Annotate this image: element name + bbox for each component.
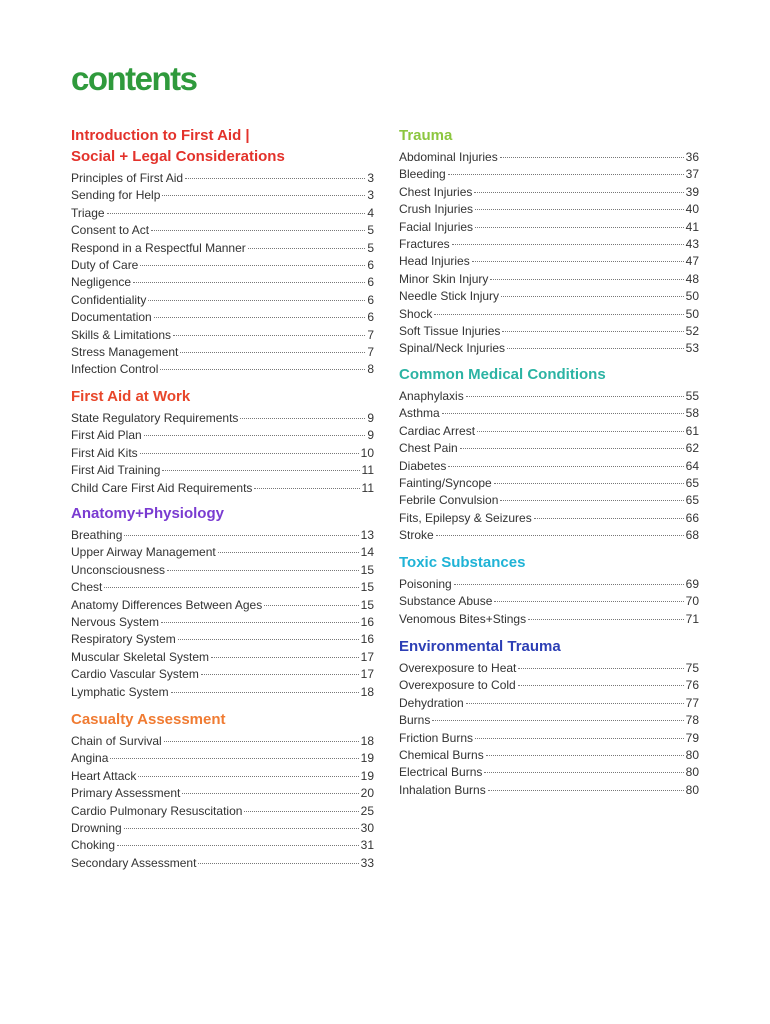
toc-entry bbox=[71, 170, 374, 187]
toc-entry bbox=[71, 480, 374, 497]
toc-entry-title: Poisoning bbox=[399, 577, 452, 591]
toc-entry bbox=[71, 666, 374, 683]
toc-entry bbox=[71, 785, 374, 802]
dot-leader bbox=[507, 348, 684, 349]
toc-entry-page: 75 bbox=[685, 661, 699, 675]
toc-section-first-aid-at-work bbox=[71, 386, 374, 497]
toc-entry-page: 39 bbox=[685, 184, 699, 199]
toc-entry-page: 19 bbox=[360, 751, 374, 766]
toc-entry bbox=[399, 730, 699, 747]
dot-leader bbox=[448, 174, 684, 175]
dot-leader bbox=[182, 793, 358, 794]
toc-entry-title: Asthma bbox=[399, 406, 440, 421]
toc-entry bbox=[71, 205, 374, 222]
dot-leader bbox=[171, 692, 359, 693]
dot-leader bbox=[104, 587, 358, 588]
toc-entry-page: 16 bbox=[360, 632, 374, 647]
toc-entry-page: 15 bbox=[360, 562, 374, 577]
toc-entry-title: Dehydration bbox=[399, 695, 464, 710]
toc-entry-title: Head Injuries bbox=[399, 254, 470, 269]
toc-entry bbox=[71, 344, 374, 361]
toc-entry-page: 64 bbox=[685, 458, 699, 473]
toc-entry bbox=[71, 631, 374, 648]
toc-entry bbox=[399, 677, 699, 694]
toc-entry-page: 19 bbox=[360, 768, 374, 783]
dot-leader bbox=[475, 227, 684, 228]
toc-entry-page: 3 bbox=[367, 171, 374, 185]
toc-entry bbox=[399, 492, 699, 509]
toc-entry-title: Venomous Bites+Stings bbox=[399, 611, 527, 626]
section-heading-line: Toxic Substances bbox=[399, 554, 526, 571]
toc-entry bbox=[399, 219, 699, 236]
toc-entry-page: 66 bbox=[685, 510, 699, 525]
toc-entry-title: Chest Pain bbox=[399, 441, 458, 456]
toc-entry-page: 50 bbox=[685, 306, 699, 321]
toc-entry-page: 30 bbox=[360, 821, 374, 836]
toc-entry bbox=[399, 712, 699, 729]
toc-entry bbox=[71, 579, 374, 596]
dot-leader bbox=[442, 413, 684, 414]
dot-leader bbox=[140, 265, 365, 266]
toc-entry-title: Consent to Act bbox=[71, 223, 150, 238]
dot-leader bbox=[460, 448, 684, 449]
toc-entry bbox=[399, 423, 699, 440]
toc-entry-title: First Aid Kits bbox=[71, 445, 138, 460]
dot-leader bbox=[185, 178, 365, 179]
toc-entry-title: Nervous System bbox=[71, 615, 160, 630]
section-heading-line: Social + Legal Considerations bbox=[71, 148, 285, 165]
dot-leader bbox=[198, 863, 358, 864]
toc-entry bbox=[71, 820, 374, 837]
dot-leader bbox=[494, 483, 684, 484]
section-heading-line: Trauma bbox=[399, 127, 453, 144]
toc-entry-title: Shock bbox=[399, 306, 433, 321]
dot-leader bbox=[154, 317, 366, 318]
toc-entry bbox=[71, 445, 374, 462]
dot-leader bbox=[162, 470, 359, 471]
section-heading bbox=[71, 503, 374, 524]
toc-entry bbox=[71, 684, 374, 701]
toc-entry-title: Confidentiality bbox=[71, 292, 147, 307]
toc-entry-page: 18 bbox=[360, 734, 374, 748]
toc-entry bbox=[71, 427, 374, 444]
section-heading bbox=[71, 125, 374, 167]
toc-entry-title: Burns bbox=[399, 713, 431, 728]
dot-leader bbox=[264, 605, 358, 606]
toc-entry bbox=[71, 274, 374, 291]
toc-entry bbox=[399, 593, 699, 610]
toc-entry-page: 6 bbox=[367, 275, 374, 290]
dot-leader bbox=[124, 535, 358, 536]
dot-leader bbox=[500, 157, 684, 158]
toc-entry-page: 77 bbox=[685, 695, 699, 710]
toc-section-trauma bbox=[399, 125, 699, 358]
toc-entry-page: 61 bbox=[685, 423, 699, 438]
toc-entry-title: Fits, Epilepsy & Seizures bbox=[399, 510, 532, 525]
toc-entry-title: Chest Injuries bbox=[399, 184, 473, 199]
toc-entry-title: Choking bbox=[71, 838, 116, 853]
toc-entry-page: 76 bbox=[685, 678, 699, 693]
toc-entry-page: 16 bbox=[360, 615, 374, 630]
toc-entry-title: Cardio Vascular System bbox=[71, 667, 199, 682]
dot-leader bbox=[151, 230, 365, 231]
dot-leader bbox=[475, 209, 684, 210]
dot-leader bbox=[218, 552, 359, 553]
dot-leader bbox=[124, 828, 359, 829]
toc-entry-title: Anaphylaxis bbox=[399, 389, 464, 403]
toc-entry bbox=[399, 440, 699, 457]
toc-entry bbox=[71, 240, 374, 257]
toc-section-environmental-trauma bbox=[399, 636, 699, 799]
toc-entry-title: Substance Abuse bbox=[399, 594, 493, 609]
toc-entry-page: 9 bbox=[367, 411, 374, 425]
dot-leader bbox=[161, 622, 359, 623]
dot-leader bbox=[528, 619, 684, 620]
toc-entry bbox=[399, 611, 699, 628]
toc-entry bbox=[399, 253, 699, 270]
toc-entry-page: 53 bbox=[685, 341, 699, 356]
toc-entry-page: 78 bbox=[685, 713, 699, 728]
toc-entry bbox=[71, 614, 374, 631]
section-heading-line: Casualty Assessment bbox=[71, 711, 226, 728]
toc-entry-title: Stroke bbox=[399, 528, 434, 543]
toc-entry-page: 80 bbox=[685, 782, 699, 797]
toc-entry-page: 48 bbox=[685, 271, 699, 286]
toc-section-introduction-to-first-aid-social-legal-considerations bbox=[71, 125, 374, 379]
page-title: contents bbox=[71, 60, 197, 97]
toc-entry bbox=[71, 462, 374, 479]
toc-entry-title: Minor Skin Injury bbox=[399, 271, 489, 286]
toc-entry-page: 11 bbox=[361, 480, 374, 495]
toc-entry-page: 3 bbox=[367, 188, 374, 203]
toc-entry bbox=[71, 309, 374, 326]
toc-entry-page: 41 bbox=[685, 219, 699, 234]
toc-entry-page: 36 bbox=[685, 150, 699, 164]
toc-entry-page: 17 bbox=[360, 667, 374, 682]
dot-leader bbox=[494, 601, 683, 602]
toc-entry bbox=[71, 527, 374, 544]
toc-entry-title: Bleeding bbox=[399, 167, 446, 182]
toc-entry-title: Muscular Skeletal System bbox=[71, 649, 210, 664]
dot-leader bbox=[486, 755, 684, 756]
toc-entry bbox=[71, 597, 374, 614]
toc-entry bbox=[71, 855, 374, 872]
section-heading bbox=[399, 364, 699, 385]
toc-entry-title: Cardiac Arrest bbox=[399, 423, 476, 438]
toc-entry-title: Secondary Assessment bbox=[71, 855, 197, 870]
toc-entry-title: Respond in a Respectful Manner bbox=[71, 240, 246, 255]
dot-leader bbox=[484, 772, 683, 773]
toc-entry-title: Overexposure to Heat bbox=[399, 661, 517, 675]
toc-entry-title: Facial Injuries bbox=[399, 219, 474, 234]
dot-leader bbox=[138, 776, 358, 777]
toc-entry-page: 40 bbox=[685, 202, 699, 217]
toc-entry-page: 10 bbox=[360, 445, 374, 460]
dot-leader bbox=[448, 466, 683, 467]
toc-entry-title: Spinal/Neck Injuries bbox=[399, 341, 506, 356]
toc-entry bbox=[71, 257, 374, 274]
dot-leader bbox=[501, 296, 684, 297]
toc-entry bbox=[399, 405, 699, 422]
dot-leader bbox=[472, 261, 684, 262]
dot-leader bbox=[254, 488, 359, 489]
toc-entry-title: Needle Stick Injury bbox=[399, 289, 500, 304]
toc-entry bbox=[71, 361, 374, 378]
toc-entry bbox=[399, 747, 699, 764]
toc-entry-title: Crush Injuries bbox=[399, 202, 474, 217]
toc-entry-page: 7 bbox=[367, 345, 374, 360]
toc-entry-page: 17 bbox=[360, 649, 374, 664]
toc-entry bbox=[71, 544, 374, 561]
toc-entry-page: 50 bbox=[685, 289, 699, 304]
section-heading-line: Anatomy+Physiology bbox=[71, 505, 224, 522]
toc-entry bbox=[71, 733, 374, 750]
toc-entry-title: Angina bbox=[71, 751, 109, 766]
toc-entry bbox=[71, 803, 374, 820]
toc-entry bbox=[399, 340, 699, 357]
toc-entry-page: 11 bbox=[361, 463, 374, 478]
toc-entry-title: Stress Management bbox=[71, 345, 179, 360]
toc-entry-page: 6 bbox=[367, 310, 374, 325]
toc-entry-page: 5 bbox=[367, 240, 374, 255]
dot-leader bbox=[434, 314, 683, 315]
toc-entry-title: Child Care First Aid Requirements bbox=[71, 480, 253, 495]
toc-entry-title: Overexposure to Cold bbox=[399, 678, 516, 693]
toc-entry-title: Unconsciousness bbox=[71, 562, 166, 577]
toc-entry bbox=[71, 327, 374, 344]
toc-entry-title: Febrile Convulsion bbox=[399, 493, 499, 508]
dot-leader bbox=[201, 674, 359, 675]
toc-entry-page: 7 bbox=[367, 327, 374, 342]
dot-leader bbox=[117, 845, 359, 846]
toc-entry bbox=[399, 660, 699, 677]
toc-entry-page: 6 bbox=[367, 258, 374, 273]
toc-entry-page: 15 bbox=[360, 580, 374, 595]
toc-entry bbox=[399, 576, 699, 593]
toc-entry-title: First Aid Training bbox=[71, 463, 161, 478]
section-heading bbox=[71, 709, 374, 730]
toc-entry bbox=[399, 475, 699, 492]
toc-entry-page: 9 bbox=[367, 428, 374, 443]
toc-entry bbox=[71, 222, 374, 239]
toc-entry-page: 13 bbox=[360, 528, 374, 542]
section-heading bbox=[399, 552, 699, 573]
toc-section-casualty-assessment bbox=[71, 709, 374, 872]
toc-entry bbox=[399, 323, 699, 340]
dot-leader bbox=[474, 192, 683, 193]
toc-entry-title: Fractures bbox=[399, 237, 450, 252]
toc-entry bbox=[399, 527, 699, 544]
toc-entry-title: Cardio Pulmonary Resuscitation bbox=[71, 803, 243, 818]
toc-entry bbox=[399, 510, 699, 527]
dot-leader bbox=[490, 279, 683, 280]
toc-entry-page: 25 bbox=[360, 803, 374, 818]
toc-entry-title: Lymphatic System bbox=[71, 684, 169, 699]
dot-leader bbox=[240, 418, 365, 419]
toc-entry-page: 62 bbox=[685, 441, 699, 456]
toc-section-common-medical-conditions bbox=[399, 364, 699, 545]
toc-entry bbox=[399, 271, 699, 288]
section-heading-line: Introduction to First Aid | bbox=[71, 127, 250, 144]
toc-entry-title: Diabetes bbox=[399, 458, 447, 473]
dot-leader bbox=[477, 431, 684, 432]
dot-leader bbox=[133, 282, 365, 283]
toc-entry-title: Primary Assessment bbox=[71, 786, 181, 801]
toc-entry-title: Negligence bbox=[71, 275, 132, 290]
toc-entry bbox=[399, 306, 699, 323]
toc-entry-title: Chest bbox=[71, 580, 103, 595]
toc-entry bbox=[399, 166, 699, 183]
toc-entry-page: 79 bbox=[685, 730, 699, 745]
dot-leader bbox=[107, 213, 366, 214]
dot-leader bbox=[160, 369, 365, 370]
toc-entry-page: 20 bbox=[360, 786, 374, 801]
toc-entry bbox=[71, 837, 374, 854]
toc-entry-page: 43 bbox=[685, 237, 699, 252]
toc-entry-page: 4 bbox=[367, 205, 374, 220]
toc-entry-title: Soft Tissue Injuries bbox=[399, 324, 501, 339]
section-heading-line: Environmental Trauma bbox=[399, 638, 561, 655]
toc-entry-title: Abdominal Injuries bbox=[399, 150, 498, 164]
toc-entry-title: First Aid Plan bbox=[71, 428, 142, 443]
toc-entry bbox=[399, 236, 699, 253]
dot-leader bbox=[180, 352, 365, 353]
toc-entry-title: Breathing bbox=[71, 528, 123, 542]
dot-leader bbox=[211, 657, 359, 658]
toc-entry-title: Electrical Burns bbox=[399, 765, 483, 780]
toc-entry bbox=[399, 184, 699, 201]
toc-entry-title: Infection Control bbox=[71, 362, 159, 377]
toc-entry-page: 14 bbox=[360, 545, 374, 560]
dot-leader bbox=[534, 518, 684, 519]
toc-entry-title: Sending for Help bbox=[71, 188, 161, 203]
toc-entry-title: Chemical Burns bbox=[399, 748, 484, 763]
toc-entry-title: Inhalation Burns bbox=[399, 782, 486, 797]
toc-entry-page: 8 bbox=[367, 362, 374, 377]
toc-entry bbox=[399, 201, 699, 218]
toc-entry bbox=[399, 149, 699, 166]
toc-entry-page: 15 bbox=[360, 597, 374, 612]
dot-leader bbox=[148, 300, 365, 301]
toc-entry-title: Anatomy Differences Between Ages bbox=[71, 597, 263, 612]
dot-leader bbox=[248, 248, 366, 249]
toc-entry-page: 52 bbox=[685, 324, 699, 339]
toc-entry-page: 5 bbox=[367, 223, 374, 238]
dot-leader bbox=[144, 435, 366, 436]
toc-section-toxic-substances bbox=[399, 552, 699, 628]
toc-entry-title: Chain of Survival bbox=[71, 734, 162, 748]
dot-leader bbox=[466, 703, 684, 704]
toc-entry-title: Drowning bbox=[71, 821, 122, 836]
dot-leader bbox=[432, 720, 683, 721]
toc-entry-page: 6 bbox=[367, 292, 374, 307]
dot-leader bbox=[178, 639, 359, 640]
toc-entry-page: 68 bbox=[685, 528, 699, 543]
toc-entry-page: 18 bbox=[360, 684, 374, 699]
toc-entry bbox=[399, 458, 699, 475]
toc-entry bbox=[71, 562, 374, 579]
toc-entry-title: Principles of First Aid bbox=[71, 171, 184, 185]
dot-leader bbox=[164, 741, 359, 742]
dot-leader bbox=[518, 668, 683, 669]
toc-entry-title: Respiratory System bbox=[71, 632, 176, 647]
toc-entry-page: 33 bbox=[360, 855, 374, 870]
toc-entry-title: Fainting/Syncope bbox=[399, 476, 492, 491]
dot-leader bbox=[244, 811, 358, 812]
toc-entry bbox=[399, 782, 699, 799]
toc-entry-page: 47 bbox=[685, 254, 699, 269]
dot-leader bbox=[110, 758, 358, 759]
dot-leader bbox=[488, 790, 684, 791]
section-heading bbox=[71, 386, 374, 407]
toc-entry bbox=[71, 768, 374, 785]
toc-entry-page: 65 bbox=[685, 476, 699, 491]
toc-entry-page: 69 bbox=[685, 577, 699, 591]
dot-leader bbox=[452, 244, 684, 245]
dot-leader bbox=[162, 195, 365, 196]
toc-entry-title: State Regulatory Requirements bbox=[71, 411, 239, 425]
toc-section-anatomy-physiology bbox=[71, 503, 374, 701]
toc-entry-title: Heart Attack bbox=[71, 768, 137, 783]
dot-leader bbox=[140, 453, 359, 454]
toc-entry-page: 71 bbox=[685, 611, 699, 626]
toc-entry-page: 80 bbox=[685, 748, 699, 763]
toc-entry-page: 55 bbox=[685, 389, 699, 403]
dot-leader bbox=[436, 535, 684, 536]
toc-entry-title: Upper Airway Management bbox=[71, 545, 216, 560]
toc-entry bbox=[399, 388, 699, 405]
toc-entry bbox=[71, 649, 374, 666]
dot-leader bbox=[454, 584, 684, 585]
toc-entry-title: Triage bbox=[71, 205, 105, 220]
toc-entry bbox=[71, 292, 374, 309]
toc-entry-page: 58 bbox=[685, 406, 699, 421]
dot-leader bbox=[173, 335, 365, 336]
dot-leader bbox=[502, 331, 683, 332]
dot-leader bbox=[167, 570, 359, 571]
toc-entry bbox=[399, 764, 699, 781]
section-heading-line: First Aid at Work bbox=[71, 388, 191, 405]
toc-entry-page: 80 bbox=[685, 765, 699, 780]
section-heading bbox=[399, 125, 699, 146]
toc-entry bbox=[71, 410, 374, 427]
toc-entry-page: 70 bbox=[685, 594, 699, 609]
toc-entry bbox=[399, 288, 699, 305]
toc-entry-title: Documentation bbox=[71, 310, 152, 325]
toc-entry-page: 37 bbox=[685, 167, 699, 182]
toc-entry bbox=[71, 750, 374, 767]
section-heading bbox=[399, 636, 699, 657]
toc-entry-page: 31 bbox=[360, 838, 374, 853]
toc-entry bbox=[399, 695, 699, 712]
dot-leader bbox=[518, 685, 684, 686]
toc-entry-title: Skills & Limitations bbox=[71, 327, 172, 342]
dot-leader bbox=[466, 396, 684, 397]
toc-entry-title: Friction Burns bbox=[399, 730, 474, 745]
section-heading-line: Common Medical Conditions bbox=[399, 366, 606, 383]
dot-leader bbox=[475, 738, 684, 739]
dot-leader bbox=[500, 500, 683, 501]
toc-entry-title: Duty of Care bbox=[71, 258, 139, 273]
toc-entry bbox=[71, 187, 374, 204]
toc-entry-page: 65 bbox=[685, 493, 699, 508]
